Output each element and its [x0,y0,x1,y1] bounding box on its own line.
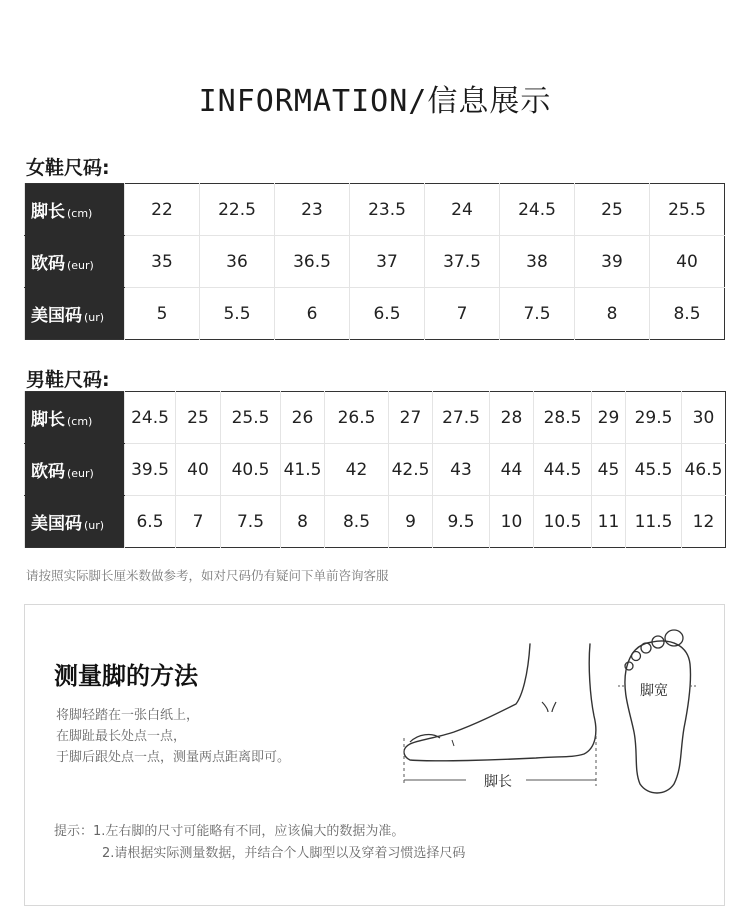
method-step-3: 于脚后跟处点一点，测量两点距离即可。 [56,750,291,765]
size-cell: 42 [325,444,389,496]
size-cell: 41.5 [281,444,325,496]
tip-line-1: 提示：1.左右脚的尺寸可能略有不同，应该偏大的数据为准。 [54,824,405,839]
women-row-2 [25,288,725,340]
row-header-unit: (eur) [67,467,94,480]
size-cell: 7 [425,288,500,340]
size-cell: 25 [575,184,650,236]
size-cell: 25 [176,392,221,444]
size-cell: 8 [281,496,325,548]
size-cell: 25.5 [221,392,281,444]
row-header-unit: (cm) [67,207,93,220]
women-size-table [24,183,725,340]
size-cell: 12 [682,496,726,548]
row-header-unit: (ur) [84,311,105,324]
size-cell: 29.5 [626,392,682,444]
size-cell: 27 [389,392,433,444]
women-row-header [25,184,125,236]
foot-side-view-illustration [396,636,610,786]
size-cell: 10 [490,496,534,548]
size-cell: 40 [650,236,725,288]
size-cell: 42.5 [389,444,433,496]
size-cell: 23.5 [350,184,425,236]
size-cell: 45.5 [626,444,682,496]
size-cell: 39.5 [125,444,176,496]
row-header-name: 美国码 [31,306,82,326]
size-cell: 9 [389,496,433,548]
women-row-header [25,288,125,340]
women-row-0 [25,184,725,236]
size-cell: 40 [176,444,221,496]
size-cell: 24 [425,184,500,236]
men-size-table [24,391,726,548]
size-cell: 8.5 [650,288,725,340]
foot-length-label: 脚长 [481,771,515,791]
size-cell: 29 [592,392,626,444]
women-row-1 [25,236,725,288]
size-cell: 45 [592,444,626,496]
size-cell: 5 [125,288,200,340]
size-cell: 30 [682,392,726,444]
size-cell: 28 [490,392,534,444]
women-size-label: 女鞋尺码: [26,157,110,179]
size-cell: 25.5 [650,184,725,236]
size-cell: 6.5 [350,288,425,340]
size-cell: 7.5 [221,496,281,548]
size-cell: 7.5 [500,288,575,340]
size-cell: 8.5 [325,496,389,548]
row-header-name: 脚长 [31,202,65,222]
men-row-header [25,444,125,496]
size-cell: 38 [500,236,575,288]
size-cell: 36 [200,236,275,288]
size-cell: 35 [125,236,200,288]
size-cell: 28.5 [534,392,592,444]
size-cell: 8 [575,288,650,340]
size-cell: 23 [275,184,350,236]
size-cell: 40.5 [221,444,281,496]
size-cell: 27.5 [433,392,490,444]
size-cell: 43 [433,444,490,496]
tip-line-2: 2.请根据实际测量数据，并结合个人脚型以及穿着习惯选择尺码 [102,846,466,861]
men-size-label: 男鞋尺码: [26,369,110,391]
row-header-unit: (cm) [67,415,93,428]
size-cell: 36.5 [275,236,350,288]
size-cell: 44.5 [534,444,592,496]
size-cell: 24.5 [125,392,176,444]
row-header-name: 美国码 [31,514,82,534]
row-header-unit: (ur) [84,519,105,532]
size-cell: 24.5 [500,184,575,236]
size-cell: 37.5 [425,236,500,288]
page-title: INFORMATION/信息展示 [198,84,552,119]
row-header-unit: (eur) [67,259,94,272]
men-row-header [25,496,125,548]
size-cell: 6 [275,288,350,340]
size-cell: 10.5 [534,496,592,548]
size-cell: 11 [592,496,626,548]
size-cell: 9.5 [433,496,490,548]
size-cell: 37 [350,236,425,288]
row-header-name: 脚长 [31,410,65,430]
women-row-header [25,236,125,288]
size-cell: 7 [176,496,221,548]
foot-width-label: 脚宽 [637,680,671,700]
measure-method-title: 测量脚的方法 [54,662,198,690]
size-cell: 26 [281,392,325,444]
size-cell: 22.5 [200,184,275,236]
row-header-name: 欧码 [31,254,65,274]
size-cell: 46.5 [682,444,726,496]
foot-sole-view-illustration [612,628,702,798]
size-cell: 22 [125,184,200,236]
men-row-2 [25,496,726,548]
size-cell: 26.5 [325,392,389,444]
men-row-header [25,392,125,444]
men-row-1 [25,444,726,496]
size-cell: 5.5 [200,288,275,340]
method-step-1: 将脚轻踏在一张白纸上， [56,708,200,723]
size-cell: 39 [575,236,650,288]
size-cell: 44 [490,444,534,496]
size-cell: 6.5 [125,496,176,548]
size-cell: 11.5 [626,496,682,548]
method-step-2: 在脚趾最长处点一点， [56,729,187,744]
row-header-name: 欧码 [31,462,65,482]
size-reference-note: 请按照实际脚长厘米数做参考，如对尺码仍有疑问下单前咨询客服 [26,568,389,583]
men-row-0 [25,392,726,444]
